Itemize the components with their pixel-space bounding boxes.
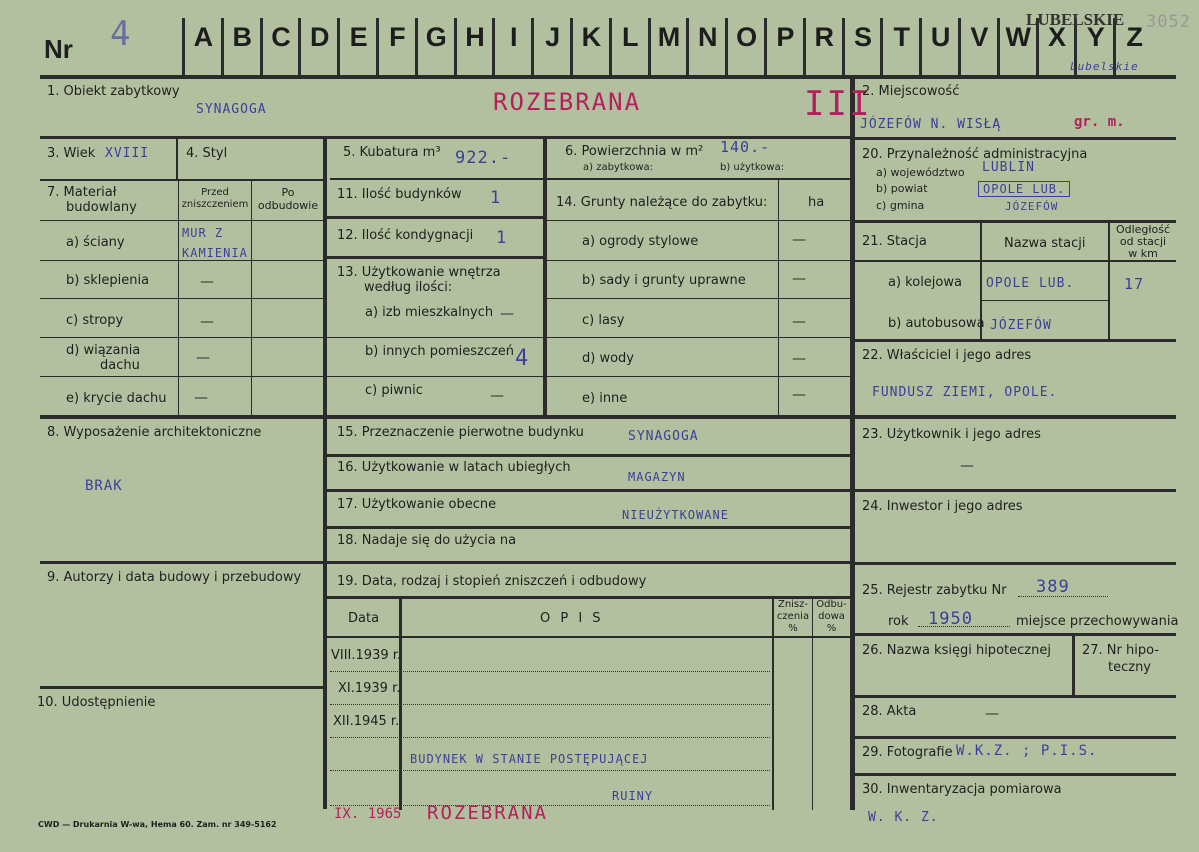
uzytkowanie-ubiegle-value: MAGAZYN bbox=[628, 470, 686, 484]
rule bbox=[855, 773, 1176, 776]
budynki-label: 11. Ilość budynków bbox=[337, 187, 462, 202]
rule bbox=[725, 18, 728, 76]
rule bbox=[327, 454, 850, 457]
rule bbox=[855, 339, 1176, 342]
table-red-note: ROZEBRANA bbox=[427, 802, 548, 824]
rule bbox=[40, 686, 325, 689]
nadaje-label: 18. Nadaje się do użycia na bbox=[337, 533, 517, 548]
kubatura-value: 922.- bbox=[455, 148, 512, 168]
obiekt-red-mark: III bbox=[804, 84, 872, 124]
table-col-damage: Znisz- bbox=[777, 599, 809, 610]
alphabet-letter-i: I bbox=[510, 22, 518, 52]
grunty-unit: ha bbox=[808, 195, 825, 210]
material-col-after-1: Po bbox=[281, 186, 295, 199]
rule bbox=[547, 260, 850, 261]
rule bbox=[842, 18, 845, 76]
wlasciciel-label: 22. Właściciel i jego adres bbox=[862, 348, 1032, 363]
pomieszczenia-label: b) innych pomieszczeń bbox=[365, 344, 515, 359]
piwnice-label: c) piwnic bbox=[365, 383, 423, 398]
nr-hipoteczny-label: 27. Nr hipo- bbox=[1082, 643, 1159, 658]
rule bbox=[609, 18, 612, 76]
table-col-rebuild: Odbu- bbox=[816, 599, 847, 610]
rule bbox=[330, 770, 770, 771]
zniszczenia-label: 19. Data, rodzaj i stopień zniszczeń i odbudowy bbox=[337, 574, 647, 589]
rule bbox=[850, 75, 855, 810]
powierzchnia-zabytkowa: a) zabytkowa: bbox=[583, 162, 653, 173]
table-col-damage-3: % bbox=[788, 623, 798, 634]
alphabet-letter-f: F bbox=[389, 22, 406, 52]
rule bbox=[327, 526, 850, 529]
ksiega-label: 26. Nazwa księgi hipotecznej bbox=[862, 643, 1051, 658]
inwentaryzacja-value: W. K. Z. bbox=[868, 810, 939, 825]
alphabet-letter-j: J bbox=[545, 22, 561, 52]
rule bbox=[803, 18, 806, 76]
rule bbox=[221, 18, 224, 76]
rule bbox=[855, 489, 1176, 492]
powiat-label: b) powiat bbox=[876, 182, 928, 195]
rule bbox=[855, 562, 1176, 565]
table-date: XII.1945 r. bbox=[333, 714, 400, 729]
przeznaczenie-label: 15. Przeznaczenie pierwotne budynku bbox=[337, 425, 584, 440]
rule bbox=[176, 137, 178, 181]
kolejowa-label: a) kolejowa bbox=[888, 275, 962, 290]
rule bbox=[327, 489, 850, 492]
rule bbox=[855, 137, 1176, 140]
table-date: XI.1939 r. bbox=[338, 681, 401, 696]
akta-value: — bbox=[985, 706, 1005, 722]
stacja-label: 21. Stacja bbox=[862, 234, 927, 249]
rejestr-value: 389 bbox=[1036, 577, 1070, 597]
rule bbox=[415, 18, 418, 76]
region-handwritten: Lubelskie bbox=[1070, 60, 1139, 73]
obiekt-red-note: ROZEBRANA bbox=[493, 88, 642, 116]
inne-value: — bbox=[792, 387, 806, 403]
rule bbox=[330, 704, 770, 705]
rule bbox=[323, 137, 327, 809]
miejscowosc-label: 2. Miejscowość bbox=[862, 84, 960, 99]
alphabet-letter-c: C bbox=[271, 22, 291, 52]
rule bbox=[40, 220, 325, 221]
alphabet-letter-d: D bbox=[310, 22, 330, 52]
alphabet-letter-y: Y bbox=[1086, 22, 1105, 52]
alphabet-letter-l: L bbox=[621, 22, 639, 52]
printer-imprint: CWD — Drukarnia W-wa, Hema 60. Zam. nr 349-5162 bbox=[38, 820, 277, 829]
rule bbox=[40, 561, 325, 564]
inwestor-label: 24. Inwestor i jego adres bbox=[862, 499, 1023, 514]
rule bbox=[376, 18, 379, 76]
rule bbox=[1072, 635, 1075, 697]
material-col-before: Przed zniszczeniem bbox=[181, 187, 249, 210]
table-col-date: Data bbox=[348, 611, 380, 626]
autobusowa-label: b) autobusowa bbox=[888, 316, 985, 331]
rule bbox=[997, 18, 1000, 76]
material-walls-value: MUR Z KAMIENIA bbox=[182, 226, 248, 260]
table-col-description: O P I S bbox=[540, 611, 604, 626]
wlasciciel-value: FUNDUSZ ZIEMI, OPOLE. bbox=[872, 385, 1058, 400]
rule bbox=[686, 18, 689, 76]
rule bbox=[855, 260, 1176, 262]
rule bbox=[40, 376, 325, 377]
rule bbox=[855, 695, 1176, 698]
alphabet-letter-v: V bbox=[970, 22, 989, 52]
rule bbox=[982, 300, 1108, 301]
rule bbox=[182, 18, 185, 76]
alphabet-letter-z: Z bbox=[1126, 22, 1143, 52]
alphabet-letter-w: W bbox=[1005, 22, 1031, 52]
rule bbox=[327, 216, 543, 219]
rule bbox=[648, 18, 651, 76]
alphabet-letter-a: A bbox=[193, 22, 214, 52]
rule bbox=[327, 256, 543, 259]
rule bbox=[327, 376, 543, 377]
alphabet-letter-x: X bbox=[1047, 22, 1066, 52]
miejscowosc-value: JÓZEFÓW N. WISŁĄ bbox=[860, 117, 1002, 132]
wyposazenie-value: BRAK bbox=[85, 478, 123, 494]
material-truss-value: — bbox=[196, 350, 210, 366]
kubatura-label: 5. Kubatura m³ bbox=[343, 145, 441, 160]
rule bbox=[547, 298, 850, 299]
material-row-truss: d) wiązania bbox=[66, 343, 141, 358]
material-vaults-value: — bbox=[200, 274, 214, 290]
wojewodztwo-label: a) województwo bbox=[876, 166, 965, 179]
material-row-ceilings: c) stropy bbox=[66, 313, 124, 328]
rule bbox=[918, 626, 1010, 627]
region-stamp-number: 3052 bbox=[1146, 12, 1191, 32]
rule bbox=[547, 376, 850, 377]
stacja-col-name: Nazwa stacji bbox=[1004, 236, 1086, 251]
rule bbox=[40, 75, 1176, 79]
material-row-truss-2: dachu bbox=[100, 358, 140, 373]
material-ceilings-value: — bbox=[200, 314, 214, 330]
uzytkownik-value: — bbox=[960, 458, 980, 474]
rule bbox=[543, 137, 547, 417]
ogrody-label: a) ogrody stylowe bbox=[582, 234, 699, 249]
table-col-rebuild-3: % bbox=[826, 623, 837, 634]
alphabet-letter-n: N bbox=[698, 22, 718, 52]
material-row-roof: e) krycie dachu bbox=[66, 391, 167, 406]
rule bbox=[40, 415, 1176, 419]
alphabet-letter-g: G bbox=[425, 22, 447, 52]
rule bbox=[570, 18, 573, 76]
izby-value: — bbox=[500, 306, 514, 322]
inwentaryzacja-label: 30. Inwentaryzacja pomiarowa bbox=[862, 782, 1062, 797]
table-description-line: BUDYNEK W STANIE POSTĘPUJĄCEJ bbox=[410, 752, 649, 766]
nr-hipoteczny-label-2: teczny bbox=[1108, 660, 1151, 675]
rule bbox=[919, 18, 922, 76]
rule bbox=[330, 671, 770, 672]
alphabet-letter-b: B bbox=[232, 22, 252, 52]
rule bbox=[337, 18, 340, 76]
material-row-vaults: b) sklepienia bbox=[66, 273, 150, 288]
administracja-label: 20. Przynależność administracyjna bbox=[862, 147, 1088, 162]
kondygnacje-label: 12. Ilość kondygnacji bbox=[337, 228, 474, 243]
sady-label: b) sady i grunty uprawne bbox=[582, 273, 746, 288]
uzytkownik-label: 23. Użytkownik i jego adres bbox=[862, 427, 1041, 442]
uzytkowanie-obecne-value: NIEUŻYTKOWANE bbox=[622, 508, 729, 522]
obiekt-label: 1. Obiekt zabytkowy bbox=[47, 84, 180, 99]
alphabet-letter-k: K bbox=[581, 22, 602, 52]
rule bbox=[260, 18, 263, 76]
material-roof-value: — bbox=[194, 390, 208, 406]
table-description-line: RUINY bbox=[612, 789, 654, 803]
uzytkowanie-ubiegle-label: 16. Użytkowanie w latach ubiegłych bbox=[337, 460, 571, 475]
alphabet-letter-m: M bbox=[657, 22, 681, 52]
rule bbox=[855, 736, 1176, 739]
fotografie-value: W.K.Z. ; P.I.S. bbox=[956, 743, 1098, 759]
alphabet-letter-h: H bbox=[465, 22, 485, 52]
alphabet-letter-t: T bbox=[893, 22, 911, 52]
akta-label: 28. Akta bbox=[862, 704, 917, 719]
rule bbox=[40, 337, 325, 338]
rule bbox=[454, 18, 457, 76]
alphabet-letter-p: P bbox=[776, 22, 795, 52]
grunty-label: 14. Grunty należące do zabytku: bbox=[556, 195, 768, 210]
izby-label: a) izb mieszkalnych bbox=[365, 305, 494, 320]
alphabet-letter-s: S bbox=[853, 22, 872, 52]
rule bbox=[330, 178, 850, 180]
stacja-col-dist: Odległość bbox=[1115, 223, 1171, 236]
nr-label: Nr bbox=[44, 34, 73, 64]
kolejowa-name: OPOLE LUB. bbox=[986, 276, 1075, 291]
alphabet-letter-e: E bbox=[349, 22, 368, 52]
wiek-value: XVIII bbox=[105, 146, 150, 161]
piwnice-value: — bbox=[490, 388, 504, 404]
powierzchnia-label: 6. Powierzchnia w m² bbox=[565, 144, 704, 159]
wojewodztwo-value: LUBLIN bbox=[982, 160, 1035, 175]
rok-value: 1950 bbox=[928, 609, 973, 629]
wyposazenie-label: 8. Wyposażenie architektoniczne bbox=[47, 425, 262, 440]
gmina-value: JÓZEFÓW bbox=[1005, 200, 1059, 213]
autorzy-label: 9. Autorzy i data budowy i przebudowy bbox=[47, 570, 302, 585]
wiek-label: 3. Wiek bbox=[47, 146, 96, 161]
rule bbox=[327, 337, 543, 338]
fotografie-label: 29. Fotografie bbox=[862, 745, 953, 760]
powiat-value: OPOLE LUB. bbox=[978, 181, 1070, 197]
autobusowa-name: JÓZEFÓW bbox=[990, 318, 1052, 333]
stacja-col-dist-3: w km bbox=[1128, 247, 1158, 260]
rule bbox=[298, 18, 301, 76]
gmina-label: c) gmina bbox=[876, 199, 925, 212]
material-row-walls: a) ściany bbox=[66, 235, 125, 250]
rule bbox=[1108, 222, 1110, 340]
rule bbox=[40, 298, 325, 299]
table-date: VIII.1939 r. bbox=[331, 648, 402, 663]
kondygnacje-value: 1 bbox=[496, 228, 508, 248]
styl-label: 4. Styl bbox=[186, 146, 228, 161]
rule bbox=[531, 18, 534, 76]
miejscowosc-red-note: gr. m. bbox=[1074, 114, 1125, 130]
rule bbox=[492, 18, 495, 76]
material-col-after-2: odbudowie bbox=[257, 199, 319, 212]
uzytkowanie-label: 13. Użytkowanie wnętrza bbox=[337, 265, 501, 280]
rule bbox=[764, 18, 767, 76]
inne-label: e) inne bbox=[582, 391, 628, 406]
rule bbox=[40, 179, 325, 181]
stacja-col-dist-2: od stacji bbox=[1119, 235, 1167, 248]
rule bbox=[330, 737, 770, 738]
alphabet-letter-r: R bbox=[814, 22, 834, 52]
uzytkowanie-label-2: według ilości: bbox=[364, 280, 453, 295]
budynki-value: 1 bbox=[490, 188, 502, 208]
ogrody-value: — bbox=[792, 232, 806, 248]
material-label: 7. Materiał bbox=[47, 185, 117, 200]
rule bbox=[1018, 596, 1108, 597]
sady-value: — bbox=[792, 271, 806, 287]
kolejowa-distance: 17 bbox=[1124, 275, 1145, 293]
lasy-value: — bbox=[792, 314, 806, 330]
rule bbox=[855, 633, 1176, 636]
udostepnienie-label: 10. Udostępnienie bbox=[37, 695, 156, 710]
rule bbox=[880, 18, 883, 76]
przeznaczenie-value: SYNAGOGA bbox=[628, 429, 699, 444]
pomieszczenia-value: 4 bbox=[515, 346, 530, 371]
material-label-2: budowlany bbox=[66, 200, 137, 215]
lasy-label: c) lasy bbox=[582, 313, 625, 328]
obiekt-value: SYNAGOGA bbox=[196, 102, 267, 117]
rok-label: rok bbox=[888, 614, 909, 629]
wody-label: d) wody bbox=[582, 351, 634, 366]
rule bbox=[547, 220, 850, 221]
rejestr-label: 25. Rejestr zabytku Nr bbox=[862, 583, 1007, 598]
table-red-date: IX. 1965 bbox=[334, 806, 402, 822]
rule bbox=[547, 337, 850, 338]
region-stamp: LUBELSKIE bbox=[1026, 10, 1125, 29]
powierzchnia-uzytkowa: b) użytkowa: bbox=[720, 162, 785, 173]
alphabet-letter-o: O bbox=[736, 22, 758, 52]
rule bbox=[327, 561, 850, 564]
uzytkowanie-obecne-label: 17. Użytkowanie obecne bbox=[337, 497, 497, 512]
miejsce-label: miejsce przechowywania bbox=[1016, 614, 1179, 629]
table-col-rebuild-2: dowa bbox=[818, 611, 845, 622]
nr-value: 4 bbox=[110, 14, 132, 54]
alphabet-letter-u: U bbox=[930, 22, 951, 52]
wody-value: — bbox=[792, 351, 806, 367]
table-col-damage-2: czenia bbox=[776, 611, 810, 622]
rule bbox=[958, 18, 961, 76]
powierzchnia-value: 140.- bbox=[720, 138, 771, 156]
